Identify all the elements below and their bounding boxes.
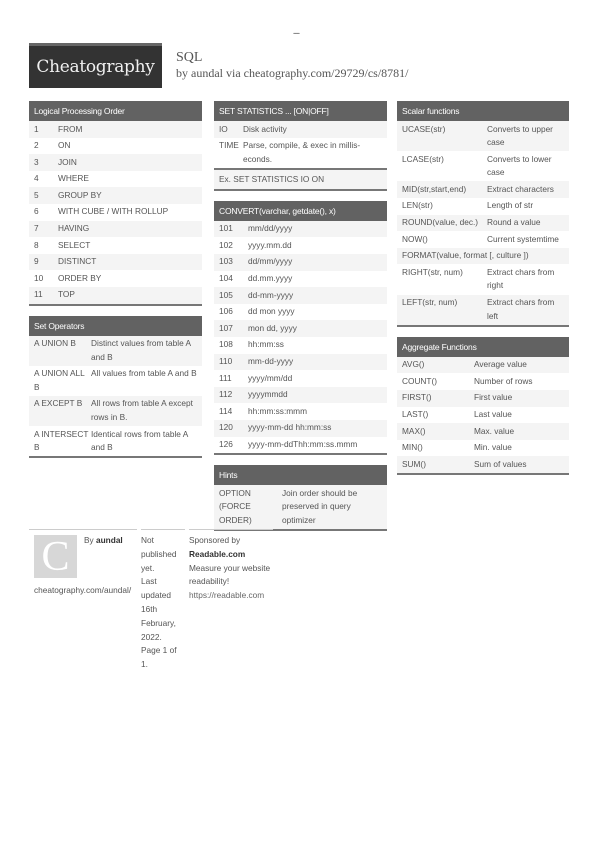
table-row [29,426,202,456]
table-row [214,271,387,288]
table-row [29,396,202,426]
row-value: hh:mm:ss:mmm [248,405,307,416]
row-value: dd/mm/yyyy [248,256,293,267]
row-value: yyyy.mm.dd [248,239,292,250]
row-key: 120 [219,422,233,433]
sponsor-tagline: Measure your website readability! [189,562,271,587]
row-key: NOW() [402,233,428,244]
row-key: MIN() [402,442,423,453]
row-key: 126 [219,439,233,449]
rows [397,357,569,473]
rows [29,121,202,304]
avatar [34,535,77,578]
row-value: dd.mm.yyyy [248,273,293,284]
row-key: 11 [34,289,43,300]
row-key: LCASE(str) [402,153,444,164]
row-value: ORDER BY [58,272,102,283]
table-row [29,287,202,304]
page-number: Page 1 of 1. [141,645,177,670]
row-key: 112 [219,389,233,400]
table-row [214,287,387,304]
table-row [397,198,569,215]
row-key: FORMAT(value, format [, culture ]) [402,250,529,261]
row-value: Parse, compile, & exec in millis-econds. [243,140,361,164]
table-row [214,485,387,529]
last-updated: Last updated 16th February, 2022. [141,576,176,642]
cheatography-logo[interactable] [29,43,162,88]
row-key: A EXCEPT B [34,398,83,409]
row-key: A UNION ALL B [34,368,85,392]
table-row [397,215,569,232]
logo-text: Cheatography [36,57,155,77]
rows [29,336,202,457]
section-title: Hints [214,465,387,485]
table-row [29,366,202,396]
row-key: 9 [34,256,39,267]
row-key: LEN(str) [402,200,433,211]
by-prefix: By [84,535,94,545]
table-row [397,248,569,265]
row-key: A UNION B [34,338,76,349]
table-row [29,187,202,204]
table-row [29,270,202,287]
row-value: Extract characters [487,183,554,194]
sponsor-name-link[interactable]: Readable.com [189,548,246,559]
row-value: Disk activity [243,123,287,134]
table-row [29,138,202,155]
row-value: yyyy/mm/dd [248,372,293,383]
table-row [29,154,202,171]
sponsored-by-label: Sponsored by [189,535,241,545]
row-value: ON [58,140,71,151]
row-value: WHERE [58,173,89,184]
row-key: 110 [219,356,233,367]
avatar-letter: C [41,533,70,580]
section-aggregate-functions [397,337,569,475]
row-value: First value [474,392,513,403]
section-logical-processing-order [29,101,202,306]
row-value: All values from table A and B [91,368,197,379]
row-value: yyyy-mm-ddThh:mm:ss.mmm [248,439,358,449]
row-key: 102 [219,239,233,250]
table-row [214,304,387,321]
table-row [214,437,387,454]
row-value: WITH CUBE / WITH ROLLUP [58,206,169,217]
column-2 [214,101,387,541]
row-key: IO [219,123,228,134]
row-key: 114 [219,405,233,416]
table-row [397,357,569,374]
row-value: dd-mm-yyyy [248,289,294,300]
row-key: 2 [34,140,39,151]
row-value: hh:mm:ss [248,339,284,350]
row-value: Length of str [487,200,534,211]
section-title: Scalar functions [397,101,569,121]
row-value: Current systemtime [487,233,559,244]
row-key: MID(str,start,end) [402,183,467,194]
row-key: COUNT() [402,375,438,386]
table-row [29,237,202,254]
row-value: Average value [474,359,527,370]
footer-publish-info [141,529,185,672]
row-value: mm/dd/yyyy [248,223,293,234]
table-row [214,370,387,387]
table-row [214,354,387,371]
table-row [397,373,569,390]
table-row [397,231,569,248]
row-key: FIRST() [402,392,432,403]
row-key: RIGHT(str, num) [402,266,463,277]
section-title: Set Operators [29,316,202,336]
row-value: HAVING [58,223,90,234]
row-value: Number of rows [474,375,533,386]
row-key: TIME [219,140,239,151]
author-profile-link[interactable]: cheatography.com/aundal/ [34,585,132,595]
row-value: Min. value [474,442,512,453]
row-key: 10 [34,272,44,283]
row-value: DISTINCT [58,256,97,267]
row-value: Extract chars from left [487,297,555,321]
section-title: SET STATISTICS ... [ON|OFF] [214,101,387,121]
section-convert [214,201,387,455]
row-value: FROM [58,123,83,134]
row-key: LAST() [402,409,429,419]
table-row [214,121,387,138]
section-set-operators [29,316,202,459]
publish-status: Not published yet. [141,535,177,573]
row-value: yyyymmdd [248,389,288,400]
page-mark: --- [293,28,299,38]
table-row [397,440,569,457]
row-value: All rows from table A except rows in B. [91,398,193,422]
author-name-link[interactable]: aundal [96,535,123,545]
table-row [214,221,387,238]
row-value: Max. value [474,425,515,436]
row-value: SELECT [58,239,91,250]
table-row [397,264,569,294]
table-row [29,254,202,271]
row-key: 111 [219,372,232,383]
table-row [214,320,387,337]
table-row [214,237,387,254]
row-key: AVG() [402,359,425,370]
row-value: Converts to lower case [487,153,552,178]
table-row [214,420,387,437]
table-row [214,337,387,354]
rows [214,121,387,168]
row-key: 7 [34,223,39,234]
row-value: mm-dd-yyyy [248,356,294,367]
row-key: 1 [34,123,39,134]
row-value: mon dd, yyyy [248,322,297,333]
row-key: 3 [34,156,39,167]
row-key: UCASE(str) [402,123,446,134]
table-row [397,456,569,473]
row-key: 104 [219,273,233,284]
table-row [397,121,569,151]
table-row [29,121,202,138]
row-key: MAX() [402,425,426,436]
table-row [397,390,569,407]
row-key: 5 [34,189,39,200]
rows [214,221,387,453]
author-credit [84,534,123,548]
rows [214,485,387,529]
row-key: 107 [219,322,233,333]
row-value: TOP [58,289,75,300]
section-note: Ex. SET STATISTICS IO ON [214,168,387,189]
row-value: yyyy-mm-dd hh:mm:ss [248,422,332,433]
section-title: CONVERT(varchar, getdate(), x) [214,201,387,221]
row-key: A INTERSECT B [34,428,89,453]
footer-author [29,529,137,599]
row-value: Extract chars from right [487,266,555,291]
table-row [214,403,387,420]
row-value: Distinct values from table A and B [91,338,191,362]
row-value: JOIN [58,156,77,167]
section-scalar-functions [397,101,569,327]
table-row [29,221,202,238]
table-row [397,295,569,325]
row-key: 105 [219,289,233,300]
table-row [397,181,569,198]
page-title: SQL [176,50,203,65]
table-row [397,151,569,181]
section-hints [214,465,387,531]
row-key: 103 [219,256,233,267]
footer-sponsor [189,529,273,603]
sponsor-url-link[interactable]: https://readable.com [189,590,265,601]
byline-link[interactable]: by aundal via cheatography.com/29729/cs/8781/ [176,66,409,80]
row-key: LEFT(str, num) [402,297,458,308]
rows [397,121,569,325]
row-value: Sum of values [474,458,527,469]
row-value: GROUP BY [58,189,102,200]
table-row [214,254,387,271]
table-row [29,171,202,188]
section-set-statistics [214,101,387,191]
section-title: Aggregate Functions [397,337,569,357]
column-1 [29,101,202,468]
row-key: OPTION (FORCE ORDER) [219,487,252,525]
row-key: 101 [219,223,233,234]
row-key: 108 [219,339,233,350]
row-key: ROUND(value, dec.) [402,217,479,228]
table-row [214,387,387,404]
row-value: Last value [474,409,512,419]
table-row [214,138,387,168]
row-value: Identical rows from table A and B [91,428,188,453]
row-key: 106 [219,306,233,317]
row-key: 8 [34,239,39,250]
row-key: 6 [34,206,39,217]
row-value: Round a value [487,217,541,228]
row-value: Join order should be preserved in query optimizer [282,487,358,525]
table-row [397,423,569,440]
column-3 [397,101,569,485]
row-key: SUM() [402,458,426,469]
row-key: 4 [34,173,39,184]
section-title: Logical Processing Order [29,101,202,121]
row-value: Converts to upper case [487,123,553,148]
table-row [29,204,202,221]
row-value: dd mon yyyy [248,306,295,317]
table-row [29,336,202,366]
table-row [397,407,569,424]
